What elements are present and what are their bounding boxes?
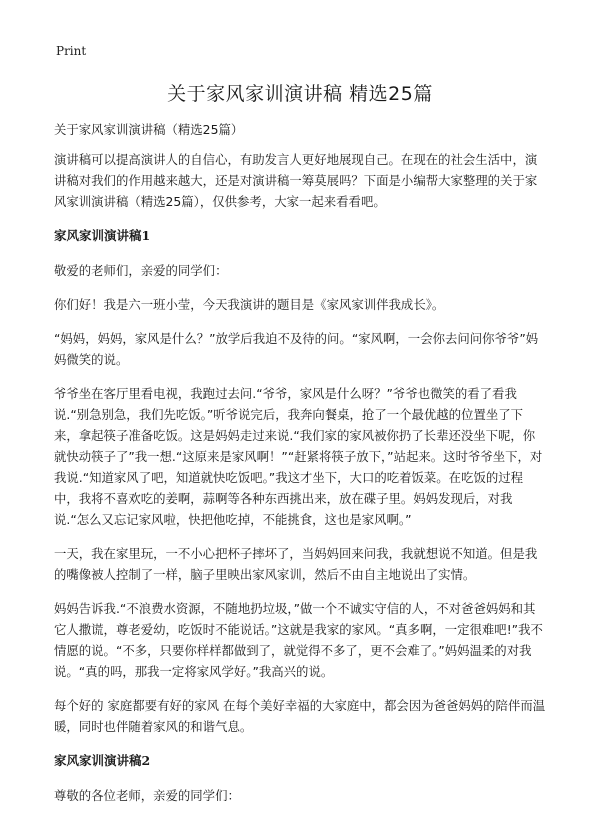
section-heading-2: 家风家训演讲稿2 [54, 753, 151, 768]
paragraph: 每个好的 家庭都要有好的家风 在每个美好幸福的大家庭中，都会因为爸爸妈妈的陪伴而温暖，同时也伴随着家风的和谐气息。 [54, 698, 546, 734]
intro-paragraph: 演讲稿可以提高演讲人的自信心，有助发言人更好地展现自己。在现在的社会生活中，演讲稿对我们的作用越来越大，还是对演讲稿一筹莫展吗？下面是小编帮大家整理的关于家风家训演讲稿（精选25篇），仅供参考，大家一起来看看吧。 [54, 152, 538, 209]
section-heading-1: 家风家训演讲稿1 [54, 228, 151, 243]
paragraph: 尊敬的各位老师，亲爱的同学们： [54, 788, 240, 803]
paragraph: 爷爷坐在客厅里看电视，我跑过去问.“爷爷，家风是什么呀？”爷爷也微笑的看了看我说.“别急别急，我们先吃饭。”听爷说完后，我奔向餐桌，抢了一个最优越的位置坐了下来，拿起筷子准备吃饭。这是妈妈走过来说.“我们家的家风被你扔了长辈还没坐下呢，你就快动筷子了”我一想.“这原来是家风啊！”“赶紧将筷子放下，”站起来。这时爷爷坐下，对我说.“知道家风了吧，知道就快吃饭吧。”我这才坐下，大口的吃着饭菜。在吃饭的过程中，我将不喜欢吃的姜啊，蒜啊等各种东西挑出来，放在碟子里。妈妈发现后，对我说.“怎么又忘记家风啦，快把他吃掉，不能挑食，这也是家风啊。” [54, 386, 543, 527]
print-link[interactable]: Print [56, 44, 87, 58]
paragraph: 妈妈告诉我.“不浪费水资源，不随地扔垃圾，”做一个不诚实守信的人，不对爸爸妈妈和其它人撒谎，尊老爱幼，吃饭时不能说话。”这就是我家的家风。“真多啊，一定很难吧!”我不情愿的说。“不多，只要你样样都做到了，就觉得不多了，更不会难了。”妈妈温柔的对我说。“真的吗，那我一定将家风学好。”我高兴的说。 [54, 601, 543, 679]
paragraph: 你们好！我是六一班小莹，今天我演讲的题目是《家风家训伴我成长》。 [54, 297, 445, 312]
paragraph: “妈妈，妈妈，家风是什么？”放学后我迫不及待的问。“家风啊，一会你去问问你爷爷”妈妈微笑的说。 [54, 331, 539, 367]
subtitle: 关于家风家训演讲稿（精选25篇） [54, 122, 244, 137]
page-title: 关于家风家训演讲稿 精选25篇 [167, 83, 433, 105]
paragraph: 一天，我在家里玩，一不小心把杯子摔坏了，当妈妈回来问我，我就想说不知道。但是我的嘴像被人控制了一样，脑子里映出家风家训，然后不由自主地说出了实情。 [54, 546, 538, 582]
paragraph: 敬爱的老师们，亲爱的同学们： [54, 263, 228, 278]
article-body [54, 119, 546, 819]
